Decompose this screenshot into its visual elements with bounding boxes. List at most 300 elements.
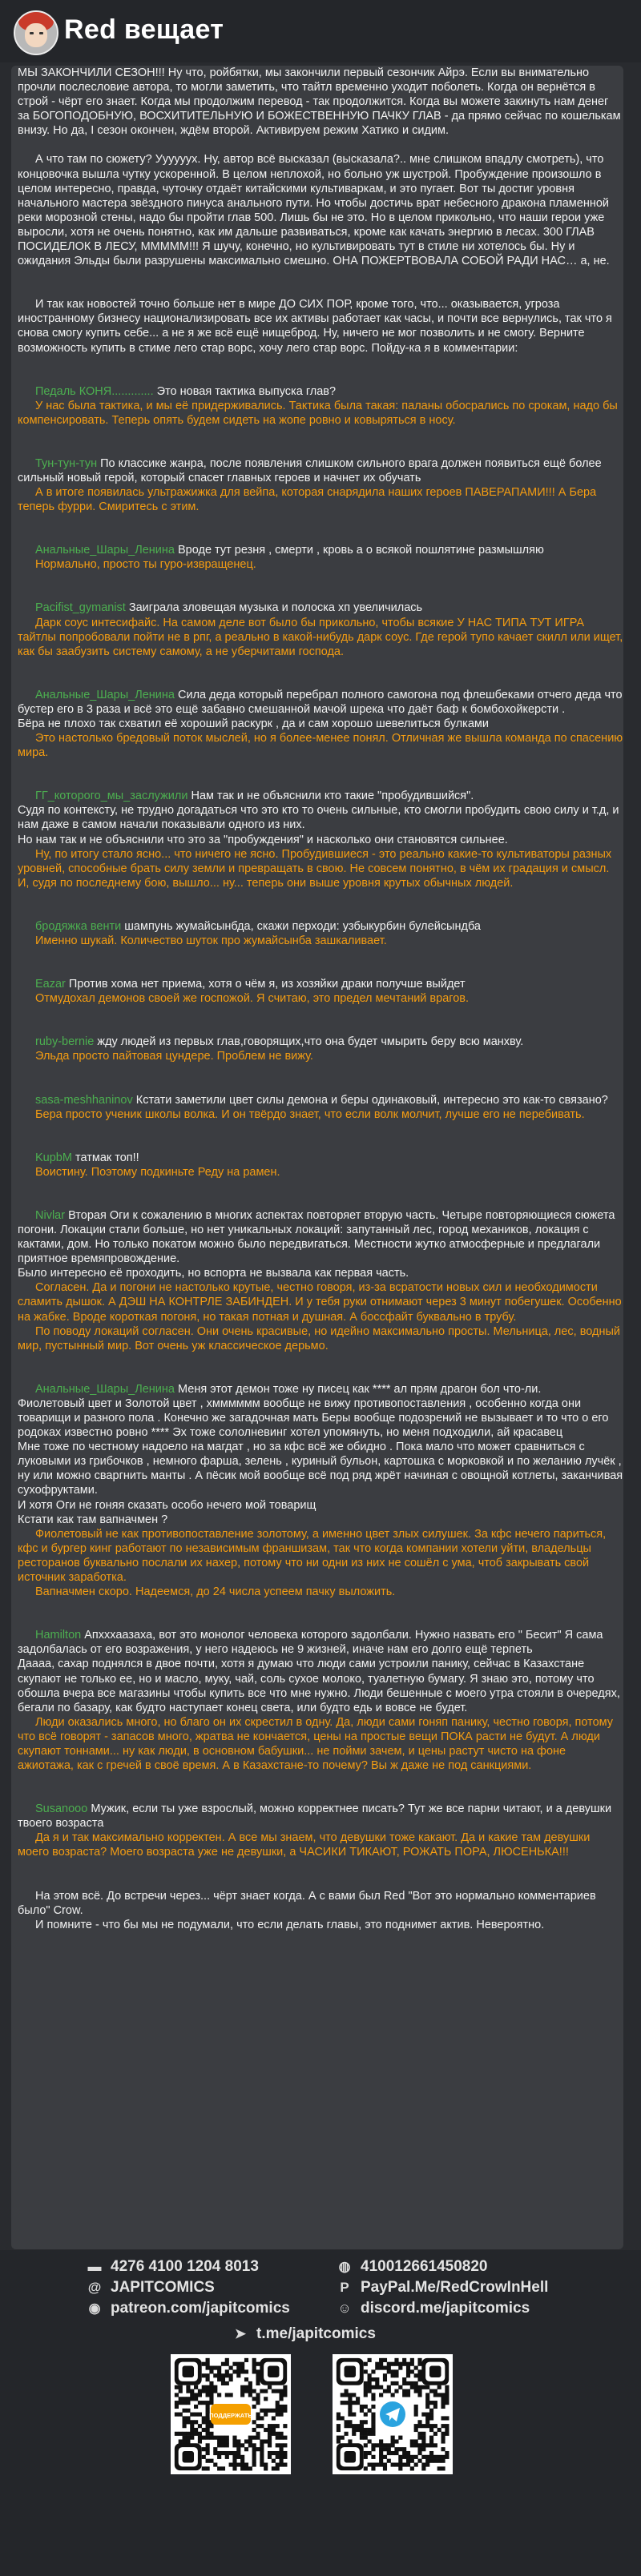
qr-module: [394, 2447, 398, 2451]
qr-module: [375, 2443, 379, 2447]
qr-module: [175, 2385, 179, 2389]
qr-module: [244, 2466, 248, 2470]
qr-module: [437, 2455, 441, 2459]
qr-module: [217, 2377, 221, 2381]
qr-module: [236, 2362, 240, 2366]
gift-icon: ◍: [338, 2259, 351, 2274]
qr-module: [276, 2405, 280, 2409]
qr-module: [371, 2432, 375, 2436]
qr-module: [194, 2393, 198, 2397]
qr-module: [410, 2443, 414, 2447]
reply-text: А в итоге появилась ультражижка для вейпа, которая снарядила наших героев ПАВЕРАПАМИ!!! А Бера теперь фурри. Смиритесь с этим.: [18, 486, 597, 514]
qr-module: [225, 2455, 229, 2459]
qr-module: [283, 2462, 287, 2466]
qr-module: [225, 2436, 229, 2440]
comment-text: По классике жанра, после появления слишком сильного врага должен появиться ещё более сильный новый герой, который спасет главных героев и начнет их обучать: [18, 456, 602, 484]
qr-module: [256, 2401, 260, 2405]
qr-module: [391, 2436, 395, 2440]
qr-module: [206, 2362, 210, 2366]
post-paragraph: Кстати как там вапначмен ?: [18, 1513, 168, 1526]
qr-module: [341, 2393, 345, 2397]
paypal-icon: P: [340, 2280, 349, 2295]
comment-text: Заиграла зловещая музыка и полоска хп увеличилась: [125, 601, 423, 615]
qr-module: [232, 2462, 236, 2466]
qr-module: [279, 2455, 283, 2459]
qr-module: [186, 2401, 190, 2405]
qr-module: [375, 2381, 379, 2385]
qr-module: [383, 2466, 387, 2470]
qr-module: [279, 2413, 283, 2417]
qr-module: [402, 2462, 406, 2466]
qr-module: [186, 2439, 190, 2443]
qr-module: [345, 2424, 349, 2428]
qr-module: [379, 2447, 383, 2451]
qr-module: [240, 2466, 244, 2470]
footer: [0, 2250, 641, 2576]
qr-module: [417, 2443, 421, 2447]
qr-module: [445, 2424, 449, 2428]
qr-module: [248, 2439, 252, 2443]
qr-module: [371, 2385, 375, 2389]
qr-module: [368, 2439, 372, 2443]
qr-module: [183, 2439, 187, 2443]
reply-text: Именно шукай. Количество шуток про жумайсынба зашкаливает.: [35, 934, 387, 948]
qr-module: [337, 2436, 341, 2440]
commenter-name: Тун-тун-тун: [35, 456, 98, 470]
qr-module: [217, 2466, 221, 2470]
qr-module: [394, 2358, 398, 2362]
qr-module: [225, 2451, 229, 2455]
qr-module: [279, 2451, 283, 2455]
qr-module: [183, 2409, 187, 2413]
qr-module: [283, 2385, 287, 2389]
qr-module: [441, 2455, 445, 2459]
qr-module: [425, 2420, 429, 2424]
qr-module: [179, 2432, 183, 2436]
qr-module: [175, 2401, 179, 2405]
qr-module: [183, 2420, 187, 2424]
qr-module: [209, 2432, 213, 2436]
reply-text: Дарк соус интесифайс. На самом деле вот было бы прикольно, чтобы всякие У НАС ТИПА ТУТ ИГРА тайтлы попробовали пойти не в рпг, а реально в какой-нибудь дарк соус. Где герой тупо качает скилл или ищет, как бы заабузить систему самому, а не уберчитами господа.: [18, 616, 623, 658]
reply-text: Согласен. Да и погони не настолько крутые, честно говоря, из-за всратости новых сил и необходимости сламить дышок. А ДЭШ НА КОНТРЛЕ ЗАБИНДЕН. И у тебя руки отнимают через 3 минут побегушек. Особенно на жабке. Вроде короткая погоня, но такая потная и душная. А боссфайт буквально в трубу.: [18, 1281, 622, 1324]
qr-module: [190, 2393, 194, 2397]
qr-finder: [183, 2451, 195, 2463]
qr-module: [256, 2362, 260, 2366]
qr-module: [279, 2405, 283, 2409]
qr-module: [256, 2447, 260, 2451]
qr-module: [268, 2439, 272, 2443]
qr-module: [252, 2397, 256, 2401]
qr-module: [352, 2424, 356, 2428]
discord-link[interactable]: ☺ discord.me/japitcomics: [337, 2300, 530, 2317]
qr-module: [414, 2405, 418, 2409]
qr-module: [406, 2455, 410, 2459]
qr-module: [240, 2393, 244, 2397]
qr-module: [445, 2451, 449, 2455]
qr-module: [279, 2393, 283, 2397]
qr-module: [183, 2401, 187, 2405]
qr-module: [417, 2447, 421, 2451]
qr-module: [421, 2385, 425, 2389]
qr-module: [198, 2389, 202, 2393]
qr-module: [352, 2432, 356, 2436]
qr-module: [441, 2439, 445, 2443]
qr-module: [356, 2424, 360, 2428]
qr-module: [394, 2389, 398, 2393]
commenter-name: Pacifist_gymanist: [35, 601, 126, 615]
qr-module: [264, 2439, 268, 2443]
qr-module: [414, 2409, 418, 2413]
qr-module: [209, 2385, 213, 2389]
qr-module: [256, 2377, 260, 2381]
qr-module: [364, 2405, 368, 2409]
qr-module: [264, 2397, 268, 2401]
qr-module: [441, 2432, 445, 2436]
qr-module: [268, 2436, 272, 2440]
qr-module: [272, 2424, 276, 2428]
qr-module: [260, 2459, 264, 2463]
commenter-name: бродяжка венти: [35, 919, 122, 933]
qr-module: [283, 2405, 287, 2409]
comment-text: Кстати заметили цвет силы демона и беры одинаковый, интересно это как-то связано?: [132, 1093, 608, 1107]
qr-module: [236, 2447, 240, 2451]
qr-module: [272, 2466, 276, 2470]
commenter-name: Анальные_Шары_Ленина: [35, 1382, 175, 1396]
qr-module: [217, 2436, 221, 2440]
qr-module: [433, 2432, 437, 2436]
qr-module: [202, 2447, 206, 2451]
qr-module: [213, 2389, 217, 2393]
telegram-link[interactable]: ➤ t.me/japitcomics: [232, 2325, 376, 2343]
qr-module: [229, 2373, 233, 2377]
qr-module: [202, 2389, 206, 2393]
qr-module: [421, 2439, 425, 2443]
qr-module: [421, 2462, 425, 2466]
qr-module: [276, 2409, 280, 2413]
qr-module: [256, 2373, 260, 2377]
qr-module: [371, 2466, 375, 2470]
qr-module: [406, 2451, 410, 2455]
qr-module: [206, 2385, 210, 2389]
qr-module: [202, 2373, 206, 2377]
qr-module: [414, 2373, 418, 2377]
qr-module: [198, 2401, 202, 2405]
qr-module: [209, 2436, 213, 2440]
qr-module: [364, 2466, 368, 2470]
qr-module: [421, 2455, 425, 2459]
commenter-name: Педаль КОНЯ.............: [35, 384, 154, 398]
reply-text: У нас была тактика, и мы её придерживались. Тактика была такая: паланы обосрались по срокам, надо бы компенсировать. Теперь опять будем сидеть на жопе ровно и ковыряться в носу.: [18, 399, 618, 427]
qr-module: [402, 2455, 406, 2459]
reply-text: Воистину. Поэтому подкиньте Реду на рамен.: [35, 1165, 280, 1179]
qr-module: [398, 2459, 402, 2463]
qr-module: [441, 2459, 445, 2463]
qr-module: [232, 2455, 236, 2459]
comment-text: Меня этот демон тоже ну писец как **** ал прям дрaгон бол что-ли.: [174, 1382, 542, 1396]
qr-module: [283, 2389, 287, 2393]
qr-code-telegram: [333, 2354, 453, 2474]
qr-module: [406, 2373, 410, 2377]
qr-module: [232, 2439, 236, 2443]
qr-module: [248, 2443, 252, 2447]
qr-module: [437, 2466, 441, 2470]
qr-module: [283, 2451, 287, 2455]
qr-module: [375, 2362, 379, 2366]
qr-module: [186, 2389, 190, 2393]
qr-module: [186, 2416, 190, 2420]
comment-text: Мужик, если ты уже взрослый, можно корректнее писать? Тут же все парни читают, и а девушки твоего возраста: [18, 1802, 612, 1831]
qr-module: [244, 2385, 248, 2389]
qr-module: [256, 2432, 260, 2436]
qr-module: [402, 2377, 406, 2381]
qr-module: [429, 2443, 433, 2447]
qr-module: [260, 2455, 264, 2459]
qr-module: [209, 2401, 213, 2405]
qr-module: [398, 2447, 402, 2451]
qr-module: [387, 2447, 391, 2451]
qr-module: [186, 2420, 190, 2424]
qr-module: [232, 2466, 236, 2470]
qr-module: [229, 2393, 233, 2397]
qr-module: [383, 2447, 387, 2451]
qr-module: [421, 2436, 425, 2440]
paypal-link[interactable]: P PayPal.Me/RedCrowInHell: [337, 2279, 548, 2297]
qr-module: [429, 2455, 433, 2459]
qr-module: [429, 2413, 433, 2417]
qr-module: [276, 2451, 280, 2455]
qr-module: [252, 2455, 256, 2459]
qr-module: [175, 2432, 179, 2436]
qr-module: [209, 2424, 213, 2428]
qr-module: [229, 2377, 233, 2381]
qr-module: [417, 2432, 421, 2436]
qr-module: [283, 2424, 287, 2428]
qr-module: [252, 2447, 256, 2451]
qr-module: [379, 2455, 383, 2459]
qr-module: [371, 2393, 375, 2397]
qr-module: [387, 2459, 391, 2463]
qr-module: [364, 2362, 368, 2366]
qr-module: [417, 2369, 421, 2373]
qr-module: [348, 2420, 352, 2424]
qr-module: [217, 2393, 221, 2397]
qr-module: [429, 2436, 433, 2440]
qr-module: [425, 2424, 429, 2428]
qr-module: [398, 2366, 402, 2370]
qr-module: [244, 2369, 248, 2373]
qr-module: [229, 2366, 233, 2370]
qr-module: [264, 2466, 268, 2470]
qr-module: [406, 2462, 410, 2466]
qr-module: [236, 2366, 240, 2370]
qr-module: [433, 2393, 437, 2397]
qr-module: [221, 2436, 225, 2440]
qr-module: [190, 2436, 194, 2440]
qr-module: [198, 2393, 202, 2397]
qr-module: [232, 2369, 236, 2373]
qr-module: [425, 2459, 429, 2463]
qr-module: [368, 2381, 372, 2385]
qr-module: [364, 2443, 368, 2447]
qr-module: [209, 2397, 213, 2401]
qr-module: [283, 2455, 287, 2459]
qr-module: [441, 2405, 445, 2409]
qr-module: [202, 2416, 206, 2420]
qr-module: [240, 2369, 244, 2373]
comment: [18, 1628, 623, 1657]
qr-module: [441, 2416, 445, 2420]
qr-module: [387, 2385, 391, 2389]
qr-module: [417, 2373, 421, 2377]
qr-module: [264, 2389, 268, 2393]
japit-link[interactable]: @ JAPITCOMICS: [87, 2279, 215, 2296]
qr-module: [387, 2369, 391, 2373]
qr-module: [417, 2362, 421, 2366]
comment-text: жду людей из первых глав,говорящих,что она будет чмырить беру всю мaнхву.: [94, 1035, 524, 1049]
qr-module: [371, 2443, 375, 2447]
qr-module: [417, 2389, 421, 2393]
commenter-name: ГГ_которого_мы_заслужили: [35, 790, 188, 803]
qr-module: [194, 2397, 198, 2401]
qr-module: [379, 2459, 383, 2463]
qr-code-donate: [171, 2354, 291, 2474]
reply-text: Нормально, просто ты гуро-извращенец.: [35, 558, 256, 572]
qr-module: [229, 2451, 233, 2455]
qr-module: [345, 2393, 349, 2397]
qr-module: [433, 2389, 437, 2393]
qr-module: [394, 2362, 398, 2366]
qr-module: [256, 2436, 260, 2440]
qr-module: [441, 2447, 445, 2451]
qr-module: [383, 2377, 387, 2381]
qr-module: [276, 2413, 280, 2417]
qr-module: [391, 2373, 395, 2377]
qr-module: [360, 2405, 364, 2409]
qr-module: [213, 2447, 217, 2451]
qr-module: [445, 2397, 449, 2401]
commenter-name: Eazar: [35, 978, 66, 991]
qr-module: [410, 2466, 414, 2470]
qr-module: [264, 2413, 268, 2417]
qr-module: [402, 2451, 406, 2455]
qr-module: [252, 2366, 256, 2370]
qr-module: [429, 2459, 433, 2463]
patreon-link[interactable]: ◉ patreon.com/japitcomics: [87, 2300, 290, 2317]
comment: [18, 543, 623, 557]
qr-module: [414, 2455, 418, 2459]
qr-module: [276, 2443, 280, 2447]
qr-module: [279, 2436, 283, 2440]
qr-module: [368, 2377, 372, 2381]
qr-module: [179, 2385, 183, 2389]
qr-module: [425, 2413, 429, 2417]
post-paragraph: А что там по сюжету? Уууууух. Ну, автор всё высказал (высказала?.. мне слишком впадлу смотреть), что концовочка вышла чутку ускоренной. В целом неплохой, но больно уж шустрой. Пробуждение произошло в целом интересно, правда, чуточку отдаёт китайскими культиваркам, и это пугает. Вот ты достиг уровня начального мастера звёздного пинуса анального пути. Но чтобы достичь врат небесного дракона пламенной реки морозной стены, надо бы пройти глав 500. Лишь бы не это. Но в целом прикольно, что наши герои уже выросли, хотя не очень понятно, как им дальше развиваться, кроме как качать энергию в лесах. 300 ГЛАВ ПОСИДЕЛОК В ЛЕСУ, МММММ!!! Я шучу, конечно, но культивировать тут в стиле ни хотелось бы. Ну и ожидания Эльды были разрушены максимально смешно. ОНА ПОЖЕРТВОВАЛА СОБОЙ РАДИ НАС… а, не.: [18, 153, 610, 268]
qr-module: [190, 2428, 194, 2432]
qr-module: [213, 2462, 217, 2466]
qr-module: [429, 2451, 433, 2455]
qr-module: [213, 2436, 217, 2440]
qr-module: [398, 2455, 402, 2459]
qr-module: [425, 2385, 429, 2389]
qr-module: [268, 2443, 272, 2447]
comment: [18, 384, 623, 399]
qr-module: [348, 2401, 352, 2405]
post-paragraph: Бёра не плохо так схватил её хороший раскурк , да и сам хорошо шевелиться булками: [18, 717, 489, 730]
qr-module: [240, 2455, 244, 2459]
qr-module: [194, 2432, 198, 2436]
qr-module: [206, 2377, 210, 2381]
comment-text: Вторая Оги к сожалению в многих аспектах повторяет вторую часть. Четыре повторяющиеся сюжета погони. Локации стали больше, но нет уникальных локаций: запутанный лес, город механиков, локация с кактами, дом. Но только покатом можно было передвигаться. Местности жутко атмосферные и предлагали приятное времяпровождение.: [18, 1208, 615, 1266]
qr-module: [391, 2369, 395, 2373]
qr-module: [414, 2413, 418, 2417]
qr-module: [186, 2397, 190, 2401]
qr-module: [337, 2416, 341, 2420]
qr-module: [209, 2389, 213, 2393]
qr-module: [429, 2416, 433, 2420]
qr-module: [236, 2455, 240, 2459]
comment: [18, 456, 623, 485]
qr-module: [371, 2424, 375, 2428]
at-icon: @: [87, 2280, 102, 2295]
qr-module: [244, 2377, 248, 2381]
qr-module: [240, 2462, 244, 2466]
qr-module: [433, 2455, 437, 2459]
qr-module: [244, 2389, 248, 2393]
qr-module: [364, 2369, 368, 2373]
comment-text: татмак топ!!: [71, 1151, 139, 1164]
qr-module: [337, 2424, 341, 2428]
qr-module: [371, 2369, 375, 2373]
telegram-icon: ➤: [234, 2326, 247, 2341]
qr-module: [425, 2393, 429, 2397]
qr-module: [179, 2397, 183, 2401]
qr-module: [368, 2428, 372, 2432]
qr-module: [368, 2462, 372, 2466]
qr-module: [379, 2366, 383, 2370]
qr-module: [391, 2393, 395, 2397]
qr-module: [394, 2369, 398, 2373]
qr-module: [236, 2439, 240, 2443]
qr-module: [421, 2466, 425, 2470]
qr-module: [417, 2459, 421, 2463]
qr-module: [441, 2397, 445, 2401]
qr-module: [279, 2443, 283, 2447]
qr-module: [417, 2420, 421, 2424]
qr-module: [406, 2369, 410, 2373]
qr-module: [248, 2393, 252, 2397]
qr-module: [371, 2447, 375, 2451]
reply-text: По поводу локаций согласен. Они очень красивые, но идейно максимально просты. Мельница, лес, водный мир, пустынный мир. Вот очень уж классическое дерьмо.: [18, 1324, 620, 1352]
qr-module: [421, 2413, 425, 2417]
qr-module: [256, 2381, 260, 2385]
qr-module: [190, 2420, 194, 2424]
qr-module: [268, 2385, 272, 2389]
qr-module: [248, 2381, 252, 2385]
qr-module: [364, 2432, 368, 2436]
reply-text: Отмудохал демонов своей же госпожой. Я считаю, это предел мечтаний врагов.: [35, 992, 470, 1006]
qr-module: [279, 2459, 283, 2463]
qr-module: [276, 2432, 280, 2436]
qr-module: [268, 2428, 272, 2432]
qr-module: [186, 2409, 190, 2413]
qr-module: [352, 2401, 356, 2405]
qr-module: [252, 2462, 256, 2466]
qr-module: [240, 2389, 244, 2393]
qr-module: [183, 2436, 187, 2440]
qr-module: [406, 2381, 410, 2385]
comment: [18, 1093, 623, 1107]
qr-module: [240, 2385, 244, 2389]
